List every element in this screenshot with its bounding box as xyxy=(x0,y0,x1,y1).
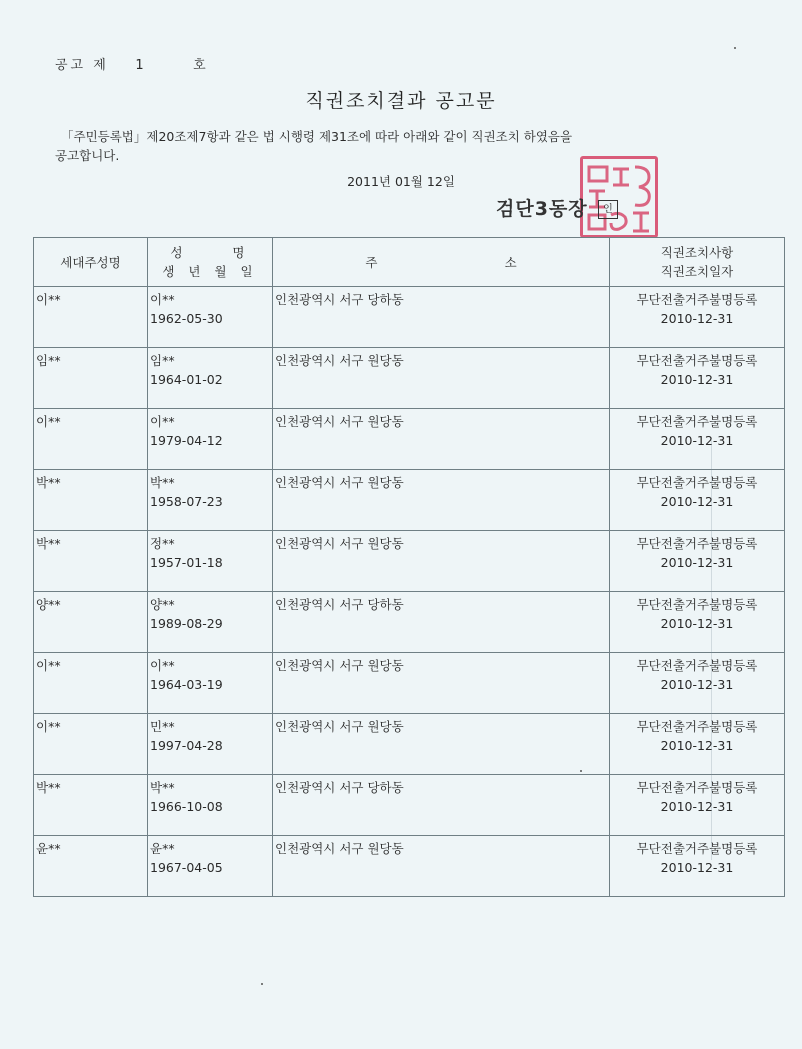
scan-speck xyxy=(734,47,736,49)
table-row xyxy=(34,470,785,531)
birth-date: 1958-07-23 xyxy=(150,494,223,509)
table-row xyxy=(34,409,785,470)
person-name: 이** xyxy=(150,414,175,429)
seal-mark: 인 xyxy=(598,200,618,219)
action-cell xyxy=(610,531,785,592)
header-name-birth xyxy=(148,238,273,287)
action-item: 무단전출거주불명등록 xyxy=(636,597,758,612)
table-row xyxy=(34,836,785,897)
notice-body-line-2: 공고합니다. xyxy=(55,148,120,163)
action-date: 2010-12-31 xyxy=(660,311,734,326)
birth-date: 1997-04-28 xyxy=(150,738,223,753)
notice-date: 2011년 01월 12일 xyxy=(347,174,455,189)
table-row xyxy=(34,531,785,592)
address-cell: 인천광역시 서구 당하동 xyxy=(273,775,610,836)
table-row xyxy=(34,653,785,714)
head-of-household-cell: 윤** xyxy=(34,836,148,897)
action-date: 2010-12-31 xyxy=(660,738,734,753)
header-birth: 생 년 월 일 xyxy=(162,264,258,279)
notice-suffix: 호 xyxy=(193,58,209,73)
action-date: 2010-12-31 xyxy=(660,494,734,509)
action-date: 2010-12-31 xyxy=(660,372,734,387)
birth-date: 1979-04-12 xyxy=(150,433,223,448)
action-cell xyxy=(610,592,785,653)
head-of-household-cell: 이** xyxy=(34,409,148,470)
address-cell: 인천광역시 서구 원당동 xyxy=(273,409,610,470)
action-item: 무단전출거주불명등록 xyxy=(636,292,758,307)
scan-crease-line xyxy=(711,440,712,860)
header-action-date: 직권조치일자 xyxy=(660,264,734,279)
table-header-row xyxy=(34,238,785,287)
table-row xyxy=(34,592,785,653)
action-date: 2010-12-31 xyxy=(660,677,734,692)
address-cell: 인천광역시 서구 당하동 xyxy=(273,592,610,653)
table-row xyxy=(34,287,785,348)
address-cell: 인천광역시 서구 원당동 xyxy=(273,836,610,897)
name-birth-cell xyxy=(148,592,273,653)
birth-date: 1957-01-18 xyxy=(150,555,223,570)
header-address: 주 소 xyxy=(273,238,610,287)
head-of-household-cell: 이** xyxy=(34,714,148,775)
action-item: 무단전출거주불명등록 xyxy=(636,719,758,734)
table-row xyxy=(34,714,785,775)
birth-date: 1962-05-30 xyxy=(150,311,223,326)
name-birth-cell xyxy=(148,531,273,592)
seal-pattern-icon xyxy=(583,159,657,237)
action-cell xyxy=(610,775,785,836)
action-item: 무단전출거주불명등록 xyxy=(636,414,758,429)
notice-number: 1 xyxy=(135,58,147,73)
table-row xyxy=(34,775,785,836)
header-name: 성 명 xyxy=(170,245,250,260)
table-row xyxy=(34,348,785,409)
action-date: 2010-12-31 xyxy=(660,555,734,570)
header-head-of-household: 세대주성명 xyxy=(34,238,148,287)
head-of-household-cell: 이** xyxy=(34,287,148,348)
person-name: 이** xyxy=(150,292,175,307)
name-birth-cell xyxy=(148,409,273,470)
head-of-household-cell: 박** xyxy=(34,470,148,531)
name-birth-cell xyxy=(148,287,273,348)
person-name: 정** xyxy=(150,536,175,551)
action-cell xyxy=(610,836,785,897)
name-birth-cell xyxy=(148,653,273,714)
action-item: 무단전출거주불명등록 xyxy=(636,536,758,551)
person-name: 양** xyxy=(150,597,175,612)
person-name: 윤** xyxy=(150,841,175,856)
scan-speck xyxy=(580,770,582,772)
name-birth-cell xyxy=(148,775,273,836)
action-item: 무단전출거주불명등록 xyxy=(636,780,758,795)
head-of-household-cell: 임** xyxy=(34,348,148,409)
birth-date: 1989-08-29 xyxy=(150,616,223,631)
address-cell: 인천광역시 서구 원당동 xyxy=(273,714,610,775)
records-table xyxy=(33,237,785,897)
name-birth-cell xyxy=(148,836,273,897)
action-date: 2010-12-31 xyxy=(660,799,734,814)
address-cell: 인천광역시 서구 당하동 xyxy=(273,287,610,348)
action-cell xyxy=(610,653,785,714)
document-title: 직권조치결과 공고문 xyxy=(305,90,497,112)
table-body xyxy=(34,287,785,897)
name-birth-cell xyxy=(148,470,273,531)
address-cell: 인천광역시 서구 원당동 xyxy=(273,653,610,714)
action-date: 2010-12-31 xyxy=(660,860,734,875)
address-cell: 인천광역시 서구 원당동 xyxy=(273,470,610,531)
address-cell: 인천광역시 서구 원당동 xyxy=(273,531,610,592)
action-cell xyxy=(610,409,785,470)
notice-body-line-1: 「주민등록법」제20조제7항과 같은 법 시행령 제31조에 따라 아래와 같이 직권조치 하였음을 xyxy=(61,129,573,144)
action-item: 무단전출거주불명등록 xyxy=(636,353,758,368)
action-item: 무단전출거주불명등록 xyxy=(636,475,758,490)
action-date: 2010-12-31 xyxy=(660,433,734,448)
scan-speck xyxy=(261,983,263,985)
birth-date: 1964-03-19 xyxy=(150,677,223,692)
person-name: 박** xyxy=(150,475,175,490)
birth-date: 1967-04-05 xyxy=(150,860,223,875)
action-cell xyxy=(610,287,785,348)
action-item: 무단전출거주불명등록 xyxy=(636,841,758,856)
birth-date: 1966-10-08 xyxy=(150,799,223,814)
person-name: 이** xyxy=(150,658,175,673)
notice-number-line xyxy=(55,54,209,73)
action-cell xyxy=(610,714,785,775)
signer-title: 검단3동장 xyxy=(496,198,588,220)
person-name: 임** xyxy=(150,353,175,368)
header-action-item: 직권조치사항 xyxy=(660,245,734,260)
action-item: 무단전출거주불명등록 xyxy=(636,658,758,673)
name-birth-cell xyxy=(148,348,273,409)
person-name: 민** xyxy=(150,719,175,734)
action-cell xyxy=(610,470,785,531)
notice-prefix: 공고 제 xyxy=(55,58,109,73)
official-seal-stamp xyxy=(580,156,658,238)
header-action xyxy=(610,238,785,287)
address-cell: 인천광역시 서구 원당동 xyxy=(273,348,610,409)
person-name: 박** xyxy=(150,780,175,795)
head-of-household-cell: 박** xyxy=(34,531,148,592)
action-date: 2010-12-31 xyxy=(660,616,734,631)
birth-date: 1964-01-02 xyxy=(150,372,223,387)
head-of-household-cell: 박** xyxy=(34,775,148,836)
action-cell xyxy=(610,348,785,409)
name-birth-cell xyxy=(148,714,273,775)
head-of-household-cell: 양** xyxy=(34,592,148,653)
head-of-household-cell: 이** xyxy=(34,653,148,714)
